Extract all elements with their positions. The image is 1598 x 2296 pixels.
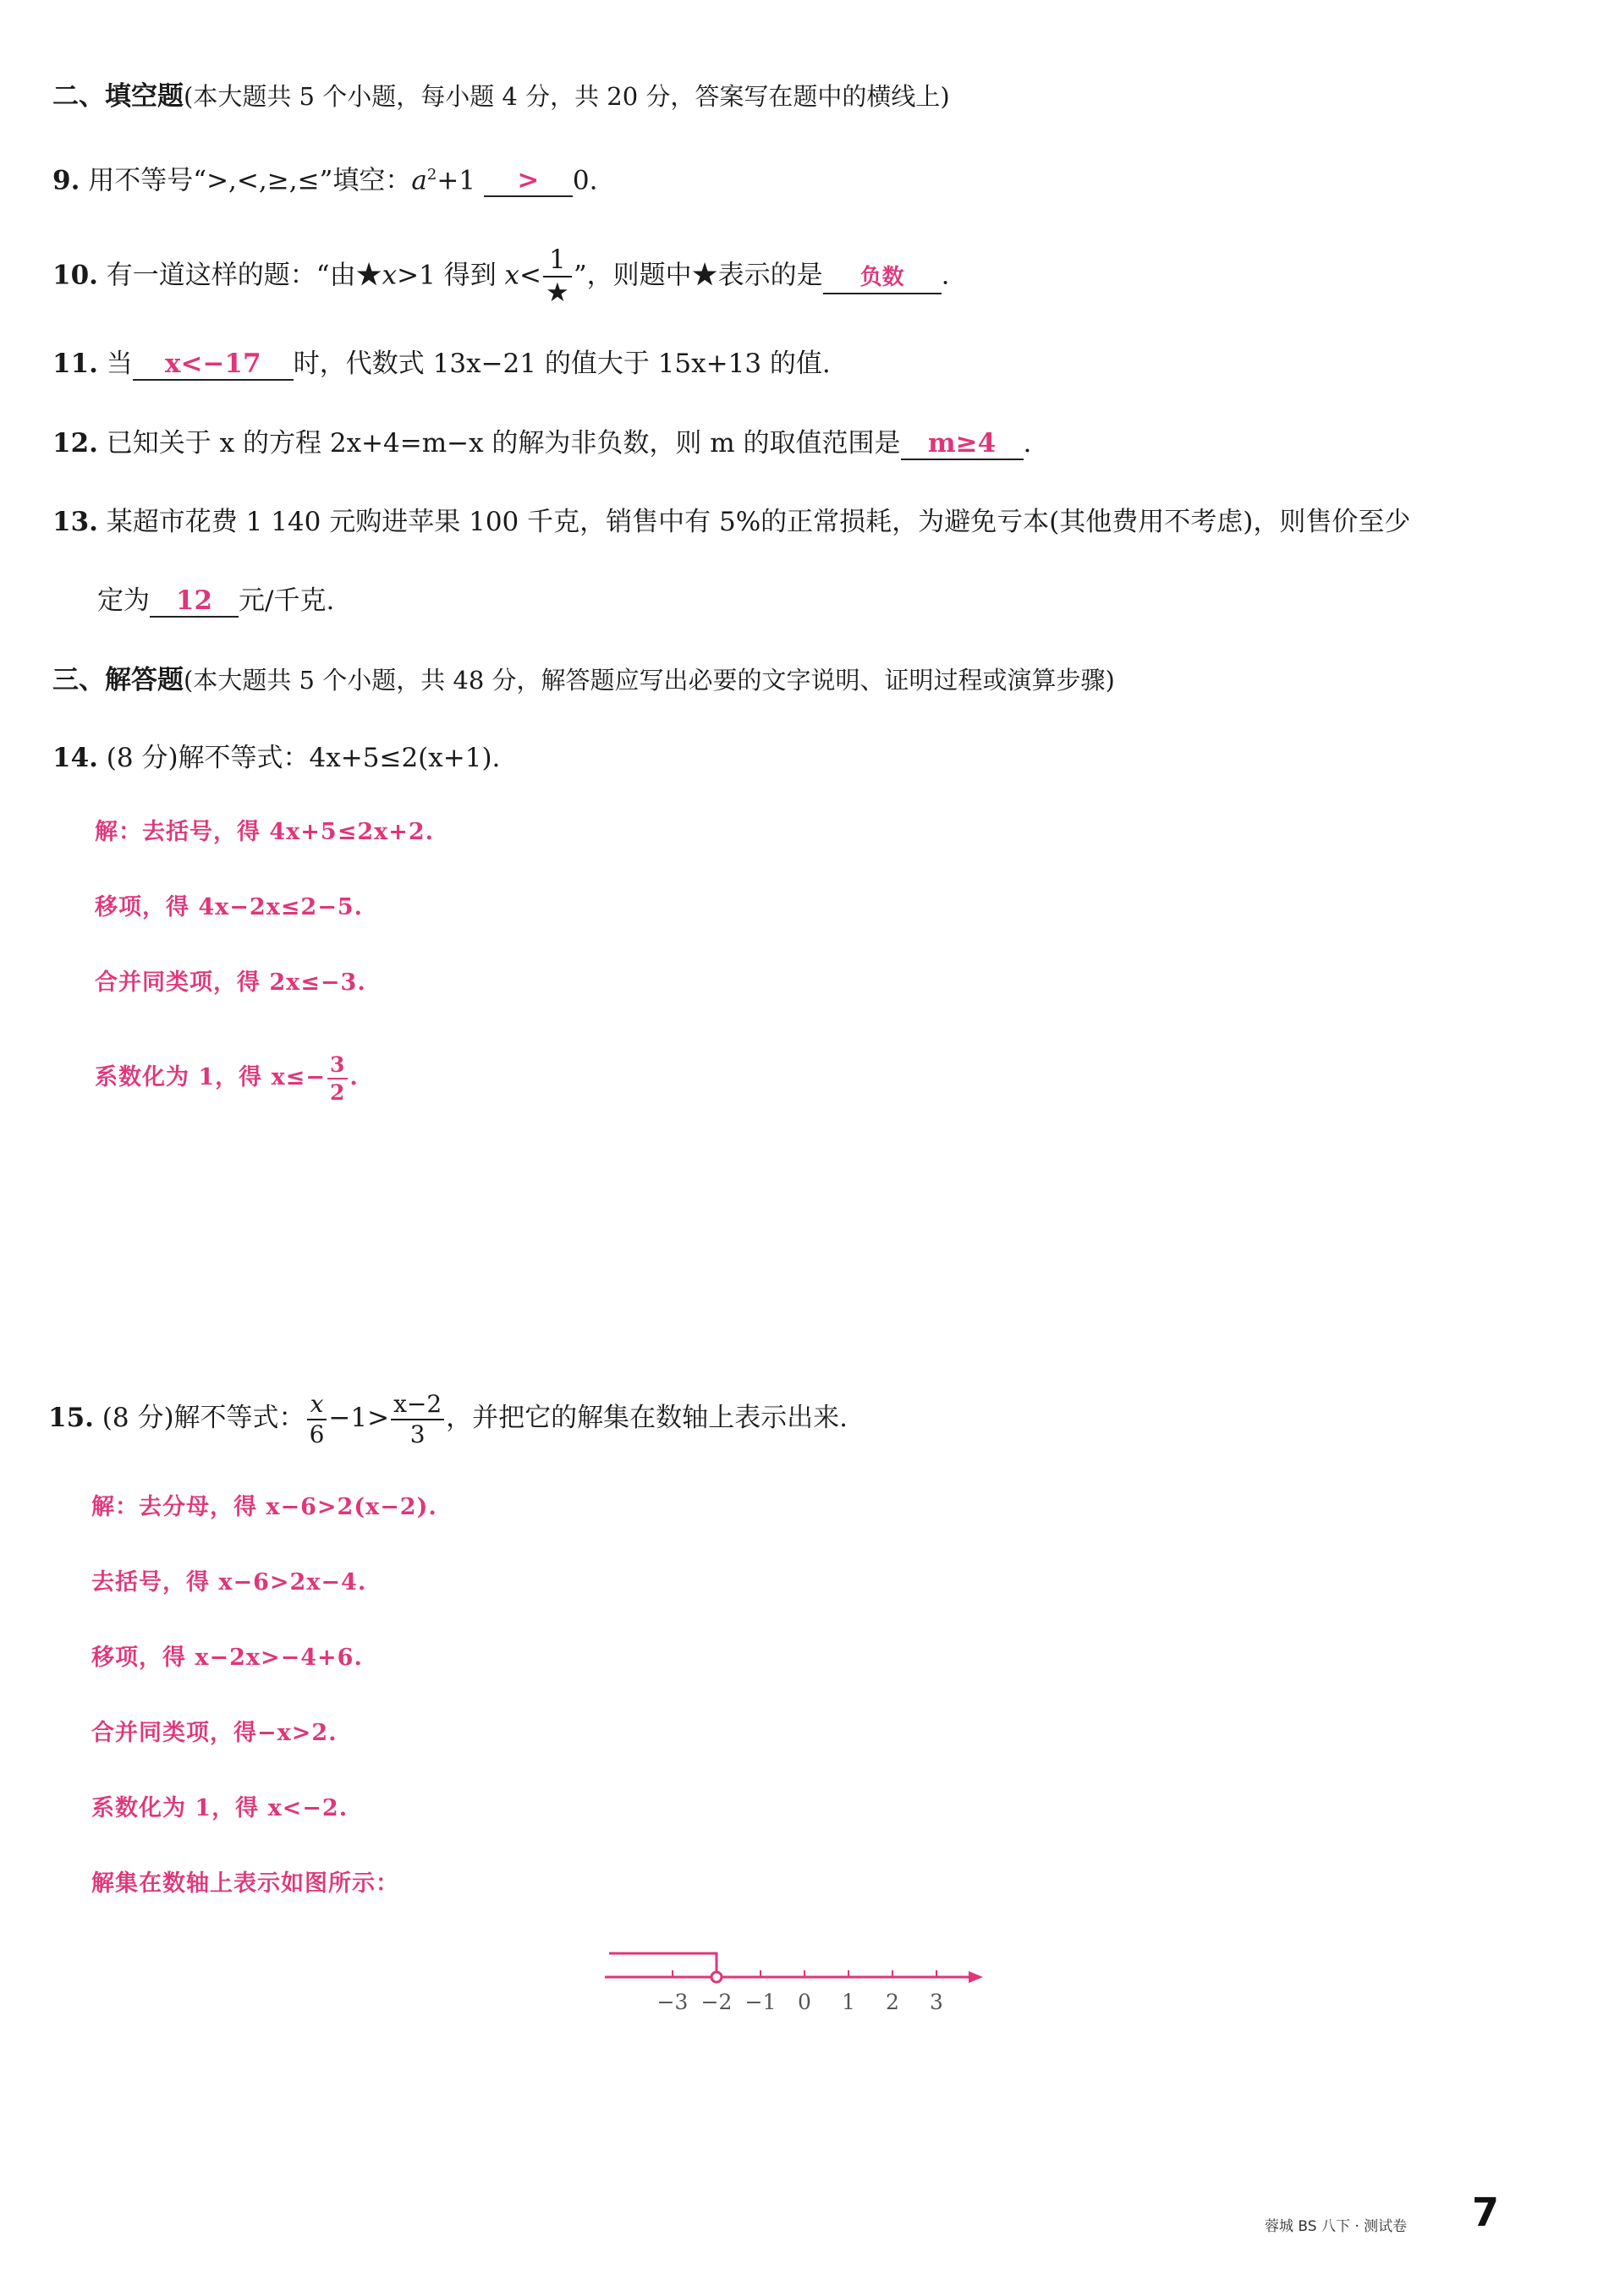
answer-blank [823, 261, 942, 294]
solution-text: . [349, 1064, 359, 1090]
answer-blank [150, 585, 239, 618]
numerator: x−2 [391, 1392, 444, 1420]
number-line-tick-label: 1 [842, 1990, 855, 2014]
question-text: . [1023, 428, 1032, 459]
answer-text: > [517, 165, 540, 196]
question-text: 定为 [97, 585, 150, 616]
answer-blank [901, 428, 1024, 460]
variable: x [382, 260, 398, 291]
answer-text: x<−17 [165, 349, 261, 379]
variable: a [411, 165, 427, 196]
question-text: 当 [106, 349, 133, 379]
section-3-title: 三、解答题 [52, 665, 184, 695]
answer-blank [133, 349, 294, 381]
numerator: 3 [327, 1054, 348, 1079]
solution-step: 解：去括号，得 4x+5≤2x+2. [95, 819, 435, 845]
question-9 [52, 157, 597, 199]
question-text: < [519, 260, 542, 291]
question-number: 11. [52, 349, 98, 379]
question-text: −1> [328, 1403, 390, 1433]
solution-set-bracket [609, 1953, 717, 1977]
question-text: (8 分)解不等式： [102, 1403, 305, 1433]
open-point [711, 1972, 722, 1982]
fraction [307, 1389, 327, 1448]
number-line-tick-label: −2 [700, 1990, 733, 2014]
question-number: 12. [52, 428, 98, 459]
arrow-right-icon [969, 1971, 983, 1983]
fraction [327, 1054, 348, 1103]
question-14 [52, 739, 500, 777]
solution-text: 系数化为 1，得 x≤− [95, 1064, 326, 1090]
number-line-tick-label: −1 [744, 1990, 777, 2014]
solution-step: 合并同类项，得 2x≤−3. [95, 969, 366, 996]
question-number: 10. [52, 260, 98, 291]
question-text: . [941, 260, 950, 291]
answer-blank [484, 165, 573, 197]
question-text: 有一道这样的题：“由★ [106, 260, 382, 291]
section-2-heading [52, 78, 950, 115]
answer-text: 负数 [859, 264, 904, 290]
denominator: 6 [309, 1420, 325, 1448]
question-text: 某超市花费 1 140 元购进苹果 100 千克，销售中有 5%的正常损耗，为避免亏本(其他费用不考虑)，则售价至少 [106, 507, 1411, 537]
denominator: 2 [329, 1079, 346, 1105]
number-line-tick-label: 2 [886, 1990, 899, 2014]
section-2-title: 二、填空题 [52, 81, 184, 112]
section-3-note: (本大题共 5 个小题，共 48 分，解答题应写出必要的文字说明、证明过程或演算步骤) [184, 666, 1115, 695]
solution-step: 解集在数轴上表示如图所示： [91, 1870, 399, 1897]
footer-label: 蓉城 BS 八下 · 测试卷 [1265, 2218, 1408, 2235]
question-number: 15. [48, 1403, 94, 1433]
page-number: 7 [1472, 2189, 1500, 2235]
question-15 [48, 1387, 848, 1448]
solution-step: 去括号，得 x−6>2x−4. [91, 1569, 367, 1596]
denominator: ★ [546, 277, 569, 308]
question-text: (8 分)解不等式：4x+5≤2(x+1). [106, 743, 501, 773]
number-line-tick-label: 0 [798, 1990, 811, 2014]
fraction [543, 244, 572, 308]
solution-step-final [95, 1051, 359, 1105]
question-number: 9. [52, 165, 80, 196]
numerator: x [307, 1392, 327, 1420]
number-line [592, 1929, 1015, 2030]
question-text: 用不等号“>,<,≥,≤”填空： [88, 165, 412, 196]
solution-step: 解：去分母，得 x−6>2(x−2). [91, 1494, 437, 1520]
question-text: +1 [437, 165, 476, 196]
variable: x [504, 260, 520, 291]
solution-step: 合并同类项，得−x>2. [91, 1720, 338, 1746]
numerator: 1 [543, 247, 572, 277]
solution-step: 移项，得 4x−2x≤2−5. [95, 894, 364, 920]
question-12 [52, 425, 1031, 462]
question-text: 已知关于 x 的方程 2x+4=m−x 的解为非负数，则 m 的取值范围是 [106, 428, 901, 459]
question-text: 0. [572, 165, 598, 196]
answer-text: 12 [175, 585, 213, 616]
solution-step: 系数化为 1，得 x<−2. [91, 1795, 349, 1821]
section-2-note: (本大题共 5 个小题，每小题 4 分，共 20 分，答案写在题中的横线上) [184, 82, 950, 111]
exponent: 2 [426, 166, 437, 184]
denominator: 3 [409, 1420, 426, 1448]
question-text: 时，代数式 13x−21 的值大于 15x+13 的值. [293, 349, 831, 379]
question-text: ”，则题中★表示的是 [573, 260, 823, 291]
question-10 [52, 244, 950, 308]
solution-step: 移项，得 x−2x>−4+6. [91, 1645, 363, 1671]
section-3-heading [52, 662, 1115, 699]
question-number: 13. [52, 507, 98, 537]
question-text: 元/千克. [239, 585, 335, 616]
question-text: >1 得到 [397, 260, 505, 291]
question-text: ，并把它的解集在数轴上表示出来. [446, 1403, 848, 1433]
number-line-tick-label: 3 [930, 1990, 943, 2014]
question-13 [52, 503, 1410, 541]
number-line-tick-label: −3 [656, 1990, 689, 2014]
fraction [391, 1389, 444, 1448]
question-13-line-2 [97, 582, 334, 619]
question-11 [52, 345, 831, 382]
question-number: 14. [52, 743, 98, 773]
answer-text: m≥4 [927, 428, 997, 459]
